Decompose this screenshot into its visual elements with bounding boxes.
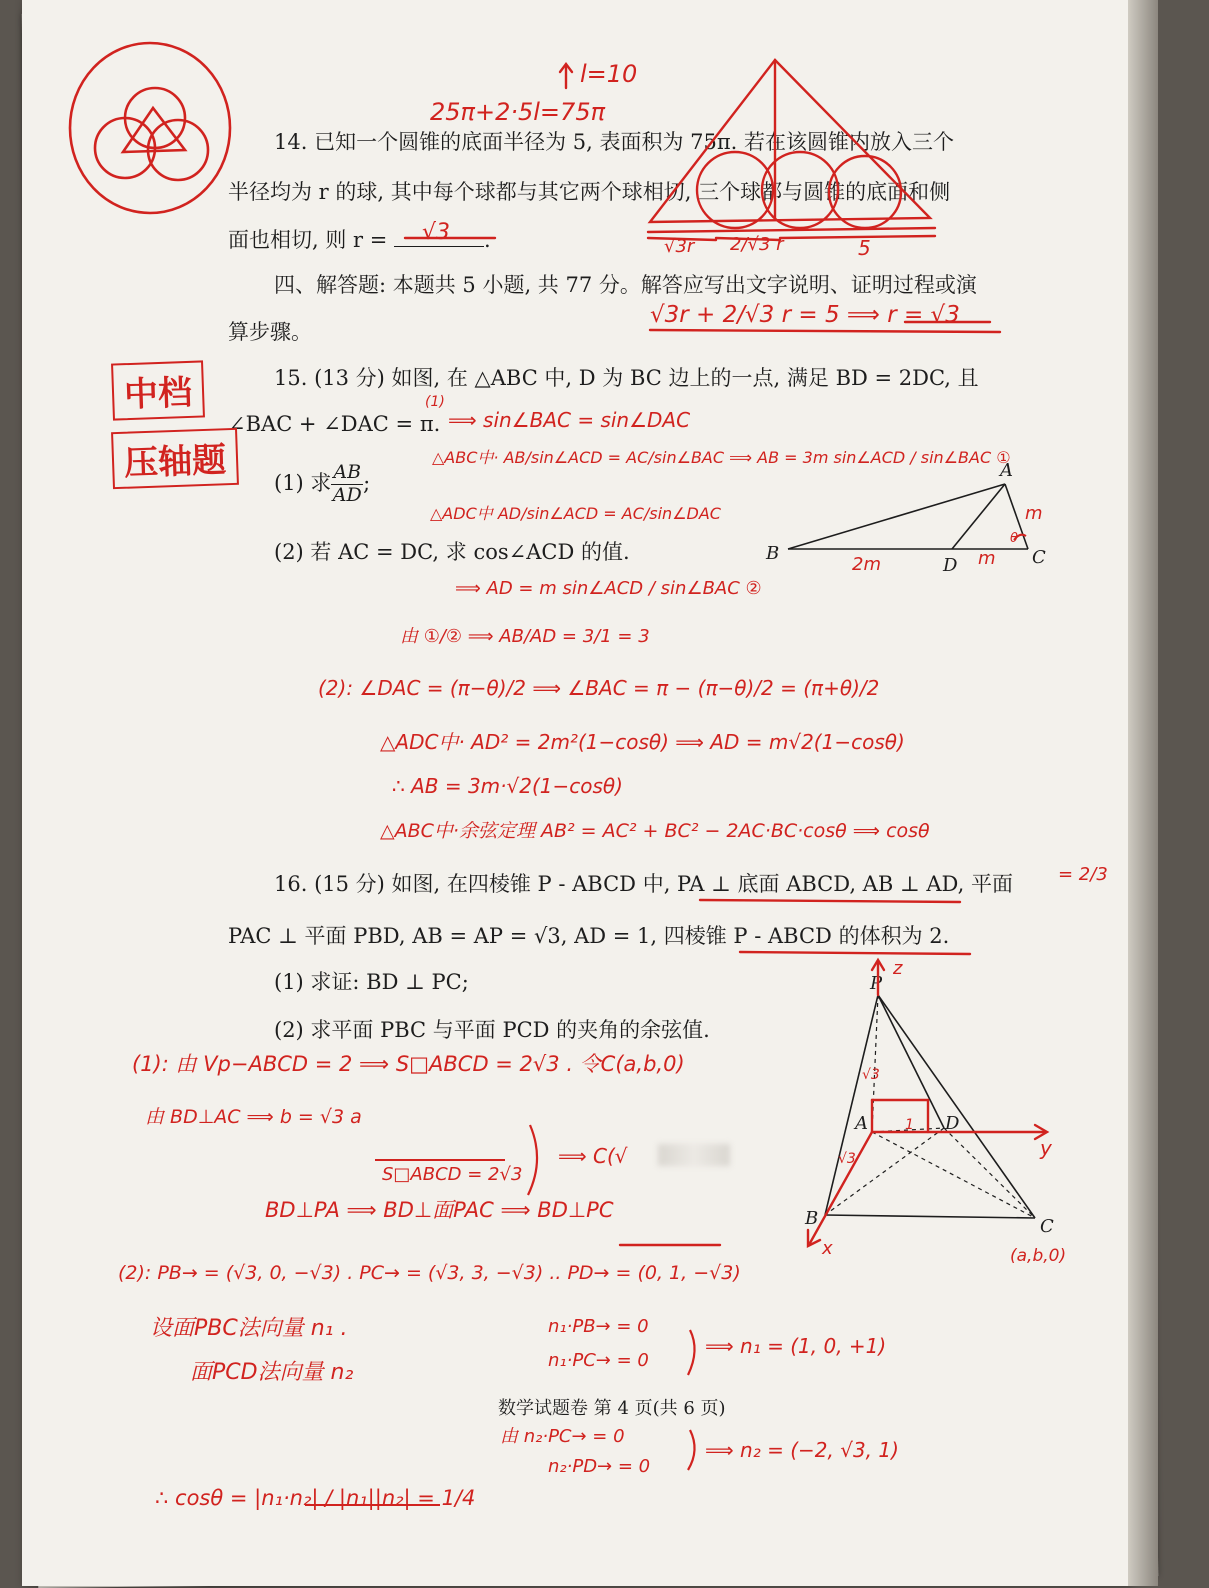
hw-seg2: 2/√3 r (730, 234, 784, 255)
q16-line2: PAC ⊥ 平面 PBD, AB = AP = √3, AD = 1, 四棱锥 P - ABCD 的体积为 2. (228, 924, 950, 948)
hw-q15-step1: ⟹ sin∠BAC = sin∠DAC (448, 408, 691, 432)
blurred-region (658, 1144, 730, 1166)
hw-q15-step2: △ABC中· AB/sin∠ACD = AC/sin∠BAC ⟹ AB = 3m sin∠ACD / sin∠BAC ① (432, 448, 1011, 467)
hw-tri-m1: m (978, 548, 996, 569)
q15-part2: (2) 若 AC = DC, 求 cos∠ACD 的值. (274, 540, 630, 564)
hw-q16-step10: ⟹ n₁ = (1, 0, +1) (705, 1334, 887, 1358)
hw-q15-answer: = 2/3 (1058, 864, 1108, 885)
q16-part1: (1) 求证: BD ⊥ PC; (274, 970, 469, 994)
hw-q16-step4: ⟹ C(√ (558, 1144, 628, 1168)
q15-part1-prefix: (1) 求 (274, 470, 332, 495)
pyr-label-d: D (945, 1113, 960, 1134)
q15-part1-suffix: ; (363, 470, 371, 495)
hw-seg3: 5 (858, 236, 871, 260)
hw-tri-theta: θ (1010, 531, 1018, 546)
hw-q15-step3: △ADC中 AD/sin∠ACD = AC/sin∠DAC (430, 504, 721, 523)
balls-sketch (70, 43, 230, 213)
hw-q16-step11: 面PCD法向量 n₂ (190, 1360, 354, 1385)
pyramid-hidden-edges (825, 995, 1035, 1218)
hw-solve-14: √3r + 2/√3 r = 5 ⟹ r = √3 (650, 302, 960, 328)
fraction-numerator: AB (333, 461, 362, 483)
hw-q16-step5: BD⊥PA ⟹ BD⊥面PAC ⟹ BD⊥PC (265, 1198, 614, 1222)
pyramid-axes (808, 960, 1047, 1246)
hw-q16-step2: 由 BD⊥AC ⟹ b = √3 a (145, 1106, 362, 1128)
hw-q15-step5: 由 ①/② ⟹ AB/AD = 3/1 = 3 (400, 626, 650, 647)
q16-part2: (2) 求平面 PBC 与平面 PCD 的夹角的余弦值. (274, 1018, 710, 1042)
q14-suffix: . (484, 228, 491, 252)
hw-q16-step8: n₁·PB→ = 0 (548, 1316, 649, 1337)
tri-label-d: D (943, 555, 958, 576)
q14-line1: 14. 已知一个圆锥的底面半径为 5, 表面积为 75π. 若在该圆锥内放入三个 (274, 130, 955, 154)
hw-q16-step12: 由 n₂·PC→ = 0 (500, 1426, 625, 1447)
q15-line2: ∠BAC + ∠DAC = π. (228, 412, 441, 436)
pyr-label-p: P (870, 973, 883, 994)
hw-cone-area: 25π+2·5l=75π (430, 98, 606, 126)
hw-point-c: (a,b,0) (1010, 1246, 1067, 1266)
hw-q15-step8: ∴ AB = 3m·√2(1−cosθ) (392, 774, 623, 798)
q16-line1: 16. (15 分) 如图, 在四棱锥 P - ABCD 中, PA ⊥ 底面 ABCD, AB ⊥ AD, 平面 (274, 872, 1013, 896)
hw-q15-step9: △ABC中·余弦定理 AB² = AC² + BC² − 2AC·BC·cosθ ⟹ cosθ (380, 820, 930, 842)
pyr-label-b: B (805, 1208, 819, 1229)
braces (528, 1125, 695, 1470)
hw-pa-length: √3 (862, 1067, 880, 1083)
hw-x-axis: x (822, 1238, 833, 1259)
hw-ad-length: 1 (905, 1117, 914, 1133)
page-footer: 数学试题卷 第 4 页(共 6 页) (498, 1398, 726, 1419)
tri-label-c: C (1032, 547, 1046, 568)
q14-line2: 半径均为 r 的球, 其中每个球都与其它两个球相切, 三个球都与圆锥的底面和侧 (228, 180, 951, 204)
q15-line1: 15. (13 分) 如图, 在 △ABC 中, D 为 BC 边上的一点, 满足 BD = 2DC, 且 (274, 366, 979, 390)
hw-answer-14: √3 (422, 220, 451, 245)
hw-tri-2m: 2m (852, 554, 881, 575)
triangle-figure (788, 484, 1028, 549)
tri-label-a: A (1000, 460, 1013, 481)
hw-z-axis: z (893, 958, 903, 979)
section4-line1: 四、解答题: 本题共 5 小题, 共 77 分。解答应写出文字说明、证明过程或演 (274, 273, 977, 297)
tag-medium: 中档 (111, 360, 205, 420)
pyramid-figure (825, 995, 1035, 1218)
pyr-label-a: A (855, 1113, 868, 1134)
hw-q16-step6: (2): PB→ = (√3, 0, −√3) . PC→ = (√3, 3, −√3) .. PD→ = (0, 1, −√3) (118, 1262, 741, 1284)
tri-label-b: B (766, 543, 780, 564)
hw-q16-step15: ∴ cosθ = |n₁·n₂| / |n₁||n₂| = 1/4 (155, 1486, 476, 1510)
hw-tri-m2: m (1025, 503, 1043, 524)
hw-q15-step4: ⟹ AD = m sin∠ACD / sin∠BAC ② (455, 578, 762, 599)
fraction-denominator: AD (332, 483, 362, 506)
hw-ab-length: √3 (838, 1151, 856, 1167)
hw-q15-step6: (2): ∠DAC = (π−θ)/2 ⟹ ∠BAC = π − (π−θ)/2 = (π+θ)/2 (318, 676, 880, 700)
hw-q15-label1: (1) (425, 394, 445, 410)
hw-q16-step14: ⟹ n₂ = (−2, √3, 1) (705, 1438, 899, 1462)
hw-q16-step1: (1): 由 Vp−ABCD = 2 ⟹ S□ABCD = 2√3 . 令C(a,b,0) (132, 1052, 685, 1076)
hw-seg1: √3r (664, 236, 695, 257)
hw-q16-step3: S□ABCD = 2√3 (382, 1164, 523, 1185)
hw-q15-step7: △ADC中· AD² = 2m²(1−cosθ) ⟹ AD = m√2(1−cosθ) (380, 730, 905, 754)
pyr-label-c: C (1040, 1216, 1054, 1237)
section4-line2: 算步骤。 (228, 320, 312, 344)
tag-final-question: 压轴题 (111, 428, 239, 489)
hw-q16-step7: 设面PBC法向量 n₁ . (150, 1316, 348, 1341)
hw-cone-slant: l=10 (580, 60, 638, 88)
hw-y-axis: y (1040, 1136, 1052, 1160)
hw-q16-step13: n₂·PD→ = 0 (548, 1456, 651, 1477)
q14-prefix: 面也相切, 则 r = (228, 228, 388, 252)
hw-q16-step9: n₁·PC→ = 0 (548, 1350, 649, 1371)
